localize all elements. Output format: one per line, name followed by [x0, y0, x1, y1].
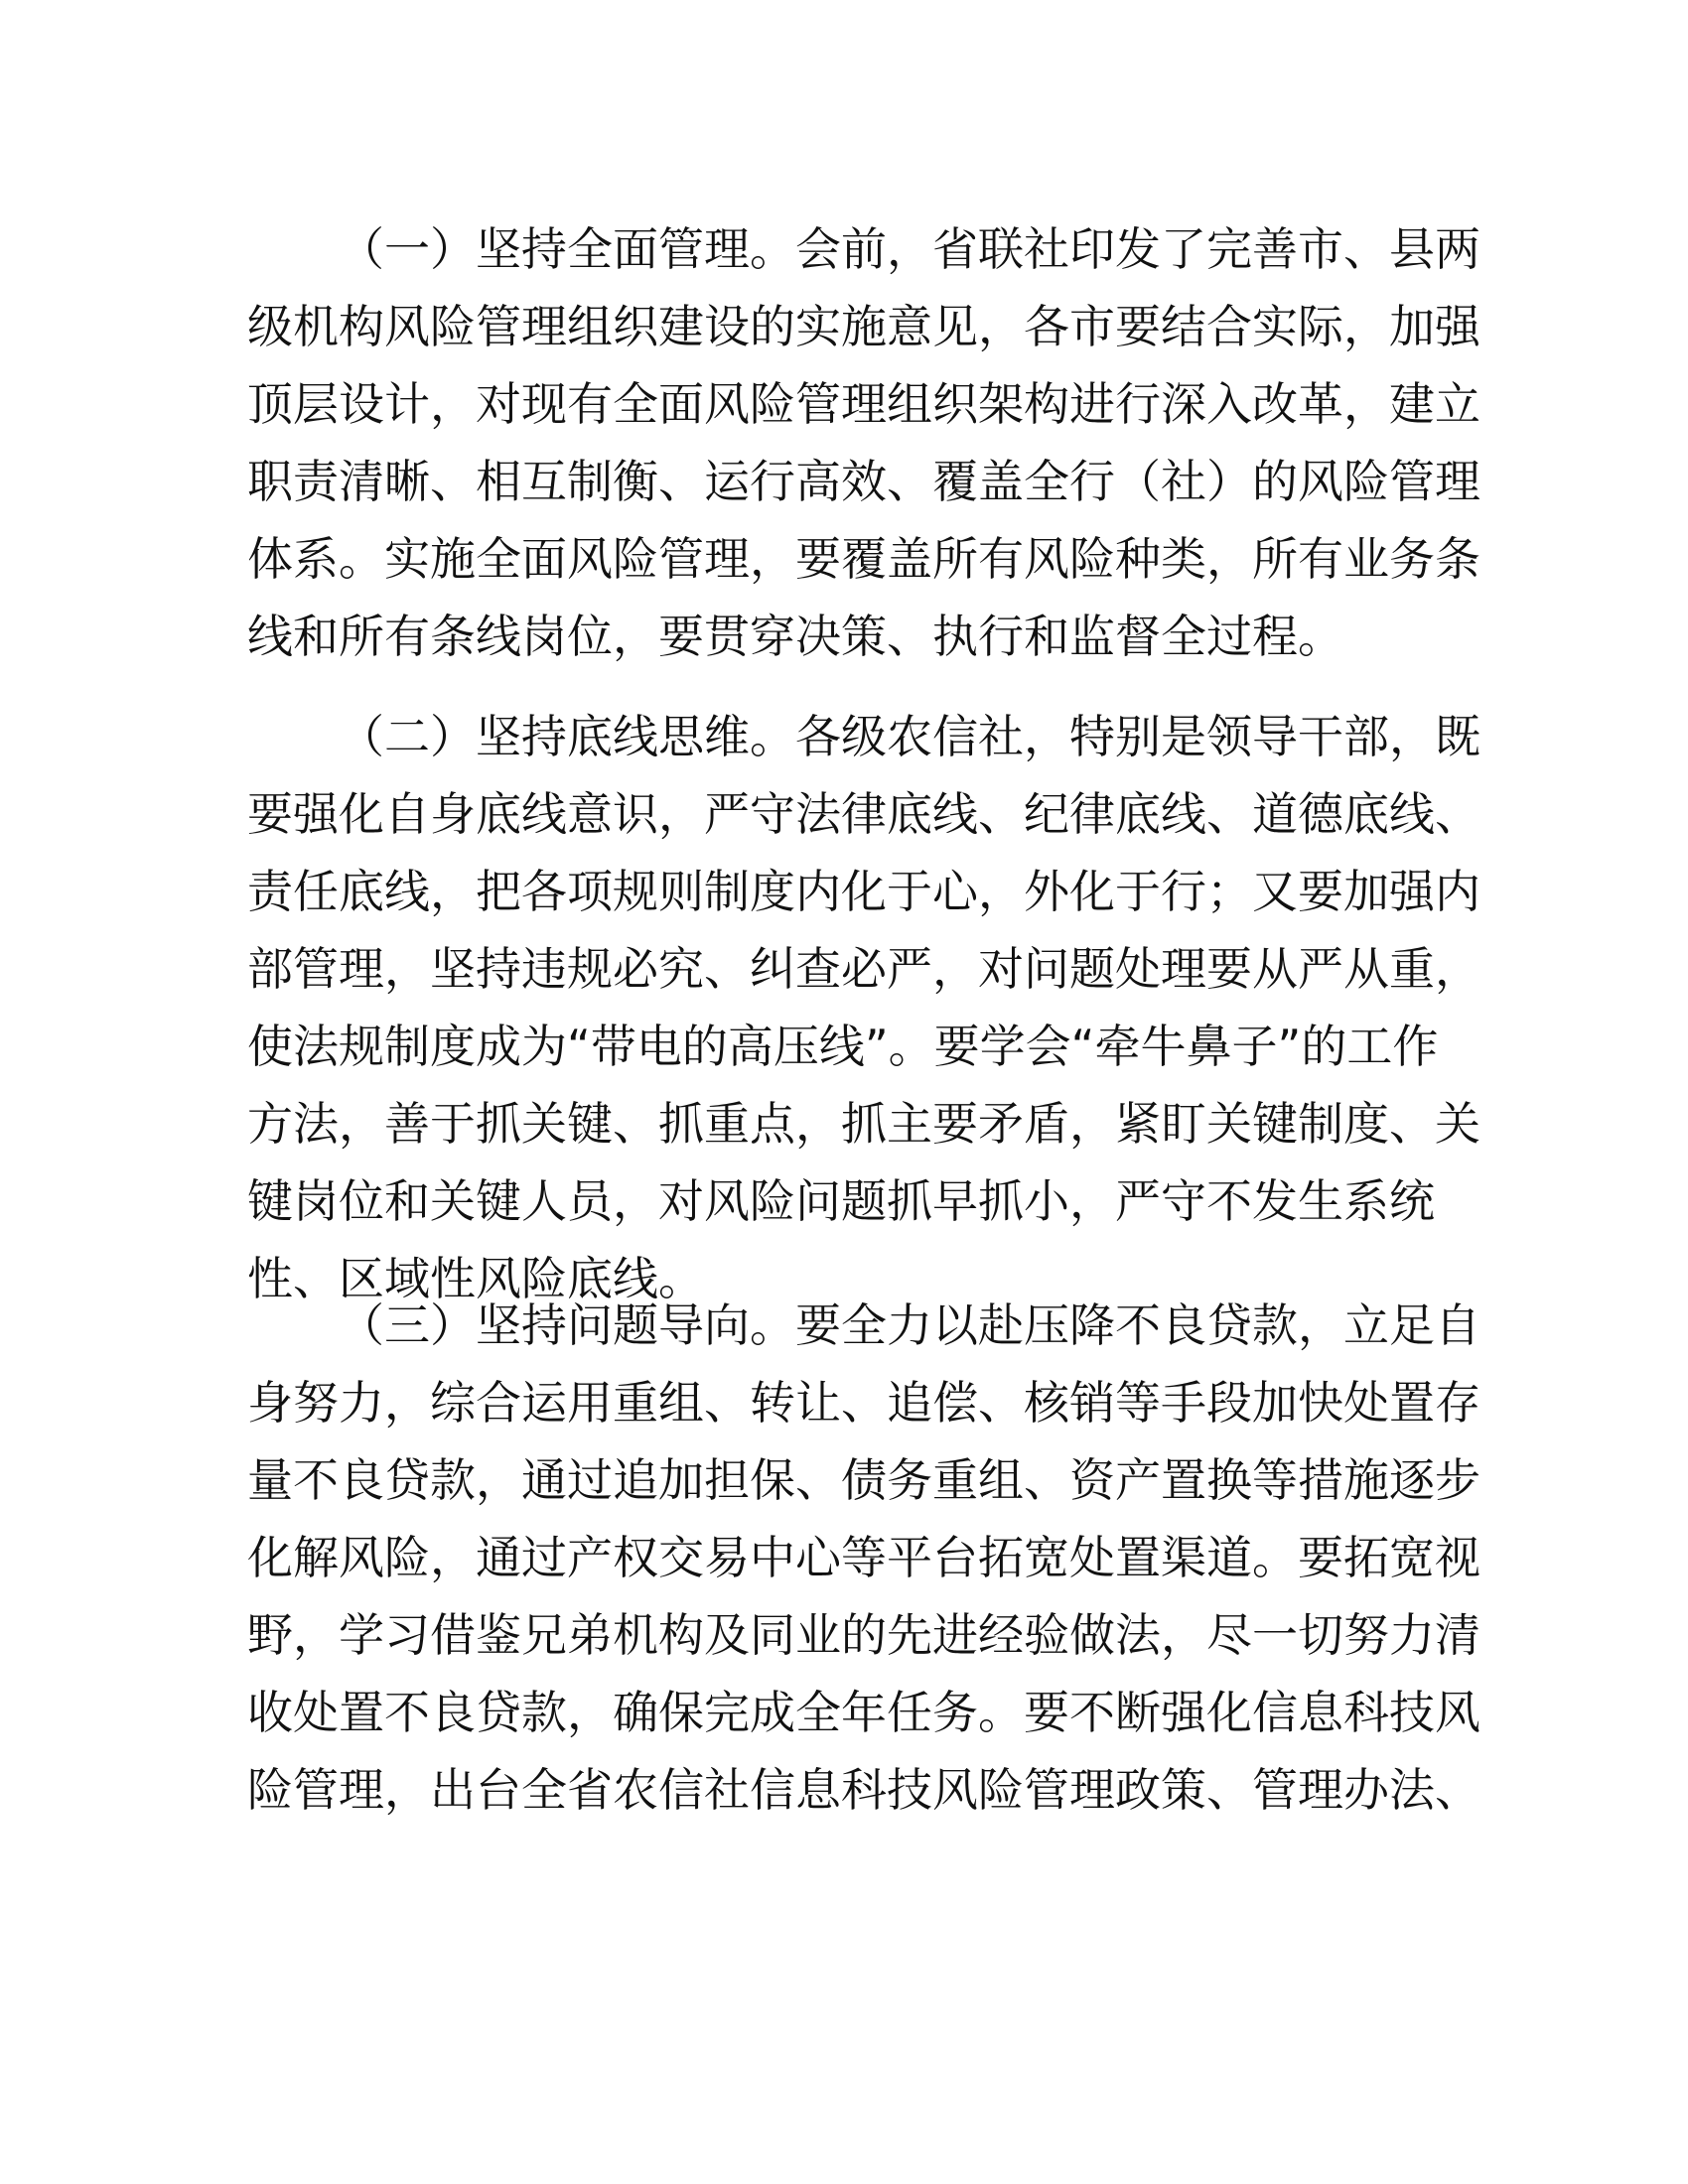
paragraph-line: 键岗位和关键人员，对风险问题抓早抓小，严守不发生系统	[247, 1174, 1435, 1228]
paragraph-line: 使法规制度成为“带电的高压线”。要学会“牵牛鼻子”的工作	[247, 1020, 1439, 1073]
paragraph-line: 方法，善于抓关键、抓重点，抓主要矛盾，紧盯关键制度、关	[247, 1097, 1480, 1151]
paragraph-line: 线和所有条线岗位，要贯穿决策、执行和监督全过程。	[247, 610, 1343, 663]
paragraph-line: 身努力，综合运用重组、转让、追偿、核销等手段加快处置存	[247, 1376, 1480, 1430]
paragraph-line: 野，学习借鉴兄弟机构及同业的先进经验做法，尽一切努力清	[247, 1608, 1480, 1662]
paragraph-line: 职责清晰、相互制衡、运行高效、覆盖全行（社）的风险管理	[247, 455, 1480, 508]
paragraph-line: 收处置不良贷款，确保完成全年任务。要不断强化信息科技风	[247, 1686, 1480, 1739]
paragraph-line: 量不良贷款，通过追加担保、债务重组、资产置换等措施逐步	[247, 1453, 1480, 1507]
paragraph-line: （一）坚持全面管理。会前，省联社印发了完善市、县两	[339, 222, 1480, 276]
paragraph-1	[247, 210, 1480, 675]
paragraph-line: 部管理，坚持违规必究、纠查必严，对问题处理要从严从重，	[247, 942, 1480, 996]
paragraph-line: 顶层设计，对现有全面风险管理组织架构进行深入改革，建立	[247, 377, 1480, 431]
paragraph-line: 要强化自身底线意识，严守法律底线、纪律底线、道德底线、	[247, 787, 1480, 841]
paragraph-line: 级机构风险管理组织建设的实施意见，各市要结合实际，加强	[247, 300, 1480, 353]
paragraph-line: 性、区域性风险底线。	[247, 1252, 704, 1305]
paragraph-3	[247, 1287, 1480, 1829]
paragraph-line: 险管理，出台全省农信社信息科技风险管理政策、管理办法、	[247, 1763, 1480, 1817]
paragraph-line: （二）坚持底线思维。各级农信社，特别是领导干部，既	[339, 710, 1480, 763]
paragraph-line: 体系。实施全面风险管理，要覆盖所有风险种类，所有业务条	[247, 532, 1480, 586]
paragraph-line: 化解风险，通过产权交易中心等平台拓宽处置渠道。要拓宽视	[247, 1531, 1480, 1584]
paragraph-line: （三）坚持问题导向。要全力以赴压降不良贷款，立足自	[339, 1298, 1480, 1352]
paragraph-line: 责任底线，把各项规则制度内化于心，外化于行；又要加强内	[247, 865, 1480, 918]
paragraph-2	[247, 698, 1480, 1317]
